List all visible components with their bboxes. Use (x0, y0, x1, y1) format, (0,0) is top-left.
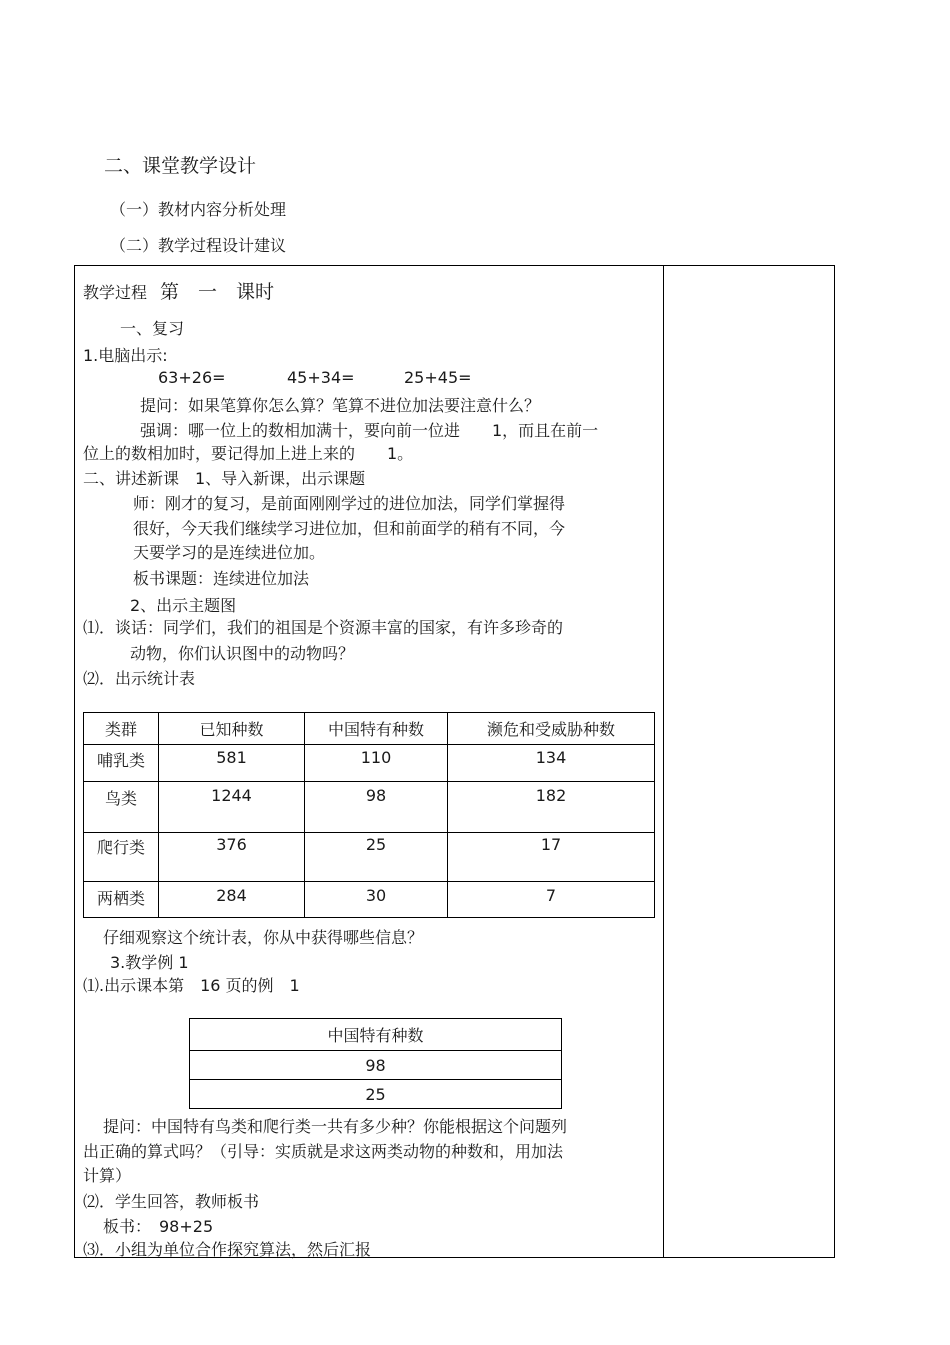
subheading-content-analysis: （一）教材内容分析处理 (110, 200, 287, 219)
review-heading: 一、复习 (120, 319, 185, 338)
section-heading: 二、课堂教学设计 (104, 155, 257, 177)
question-2-line-1: 提问：中国特有鸟类和爬行类一共有多少种？你能根据这个问题列 (103, 1117, 568, 1136)
emphasis-line-2: 位上的数相加时，要记得加上进上来的 1。 (83, 444, 414, 463)
teacher-line-2: 很好，今天我们继续学习进位加，但和前面学的稍有不同，今 (133, 519, 566, 538)
stats-cell: 134 (448, 745, 655, 782)
stats-cell: 581 (159, 745, 305, 782)
board-title-line: 板书课题：连续进位加法 (133, 569, 310, 588)
stats-cell: 爬行类 (84, 833, 159, 882)
show-theme-line: 2、出示主题图 (130, 596, 237, 615)
equation-1: 63+26= (158, 368, 226, 387)
stats-cell: 两栖类 (84, 882, 159, 918)
stats-cell: 284 (159, 882, 305, 918)
group-line: ⑶．小组为单位合作探究算法，然后汇报 (83, 1240, 372, 1259)
teacher-line-3: 天要学习的是连续进位加。 (133, 543, 326, 562)
stats-cell: 哺乳类 (84, 745, 159, 782)
stats-cell: 1244 (159, 782, 305, 833)
question-1: 提问：如果笔算你怎么算？笔算不进位加法要注意什么？ (140, 396, 541, 415)
example-cell: 98 (190, 1051, 562, 1080)
board-line: 板书： 98+25 (103, 1217, 214, 1236)
screen-line: 1.电脑出示: (83, 346, 168, 365)
stats-cell: 30 (305, 882, 448, 918)
stats-cell: 376 (159, 833, 305, 882)
stats-row (84, 833, 655, 882)
show-example-line: ⑴.出示课本第 16 页的例 1 (83, 976, 300, 995)
example-table (189, 1018, 562, 1109)
example-header-cell: 中国特有种数 (190, 1019, 562, 1051)
process-label: 教学过程 (83, 283, 148, 302)
stats-cell: 25 (305, 833, 448, 882)
emphasis-line-1: 强调：哪一位上的数相加满十，要向前一位进 1，而且在前一 (140, 421, 599, 440)
stats-cell: 110 (305, 745, 448, 782)
stats-header-cell: 类群 (84, 713, 159, 745)
stats-row (84, 782, 655, 833)
new-lesson-heading: 二、讲述新课 1、导入新课，出示课题 (83, 469, 366, 488)
stats-row (84, 882, 655, 918)
observe-question: 仔细观察这个统计表，你从中获得哪些信息？ (103, 928, 424, 947)
teacher-line-1: 师：刚才的复习，是前面刚刚学过的进位加法，同学们掌握得 (133, 494, 566, 513)
question-2-line-3: 计算） (83, 1166, 132, 1185)
example-row (190, 1080, 562, 1109)
example-heading: 3.教学例 1 (110, 953, 189, 972)
stats-header-cell: 濒危和受威胁种数 (448, 713, 655, 745)
stats-table (83, 712, 655, 918)
lesson-period: 第 一 课时 (160, 281, 275, 303)
subheading-process-design: （二）教学过程设计建议 (110, 236, 287, 255)
example-row (190, 1051, 562, 1080)
equation-2: 45+34= (287, 368, 355, 387)
stats-cell: 7 (448, 882, 655, 918)
show-table-line: ⑵．出示统计表 (83, 669, 196, 688)
stats-cell: 17 (448, 833, 655, 882)
stats-header-cell: 中国特有种数 (305, 713, 448, 745)
answer-line: ⑵．学生回答，教师板书 (83, 1192, 260, 1211)
stats-cell: 98 (305, 782, 448, 833)
equation-3: 25+45= (404, 368, 472, 387)
frame-column-divider (663, 265, 664, 1258)
talk-line-2: 动物，你们认识图中的动物吗？ (130, 644, 355, 663)
example-header-row (190, 1019, 562, 1051)
stats-header-cell: 已知种数 (159, 713, 305, 745)
stats-cell: 鸟类 (84, 782, 159, 833)
question-2-line-2: 出正确的算式吗？（引导：实质就是求这两类动物的种数和，用加法 (83, 1142, 564, 1161)
stats-cell: 182 (448, 782, 655, 833)
example-cell: 25 (190, 1080, 562, 1109)
stats-row (84, 745, 655, 782)
stats-header-row (84, 713, 655, 745)
talk-line-1: ⑴．谈话：同学们，我们的祖国是个资源丰富的国家，有许多珍奇的 (83, 618, 564, 637)
